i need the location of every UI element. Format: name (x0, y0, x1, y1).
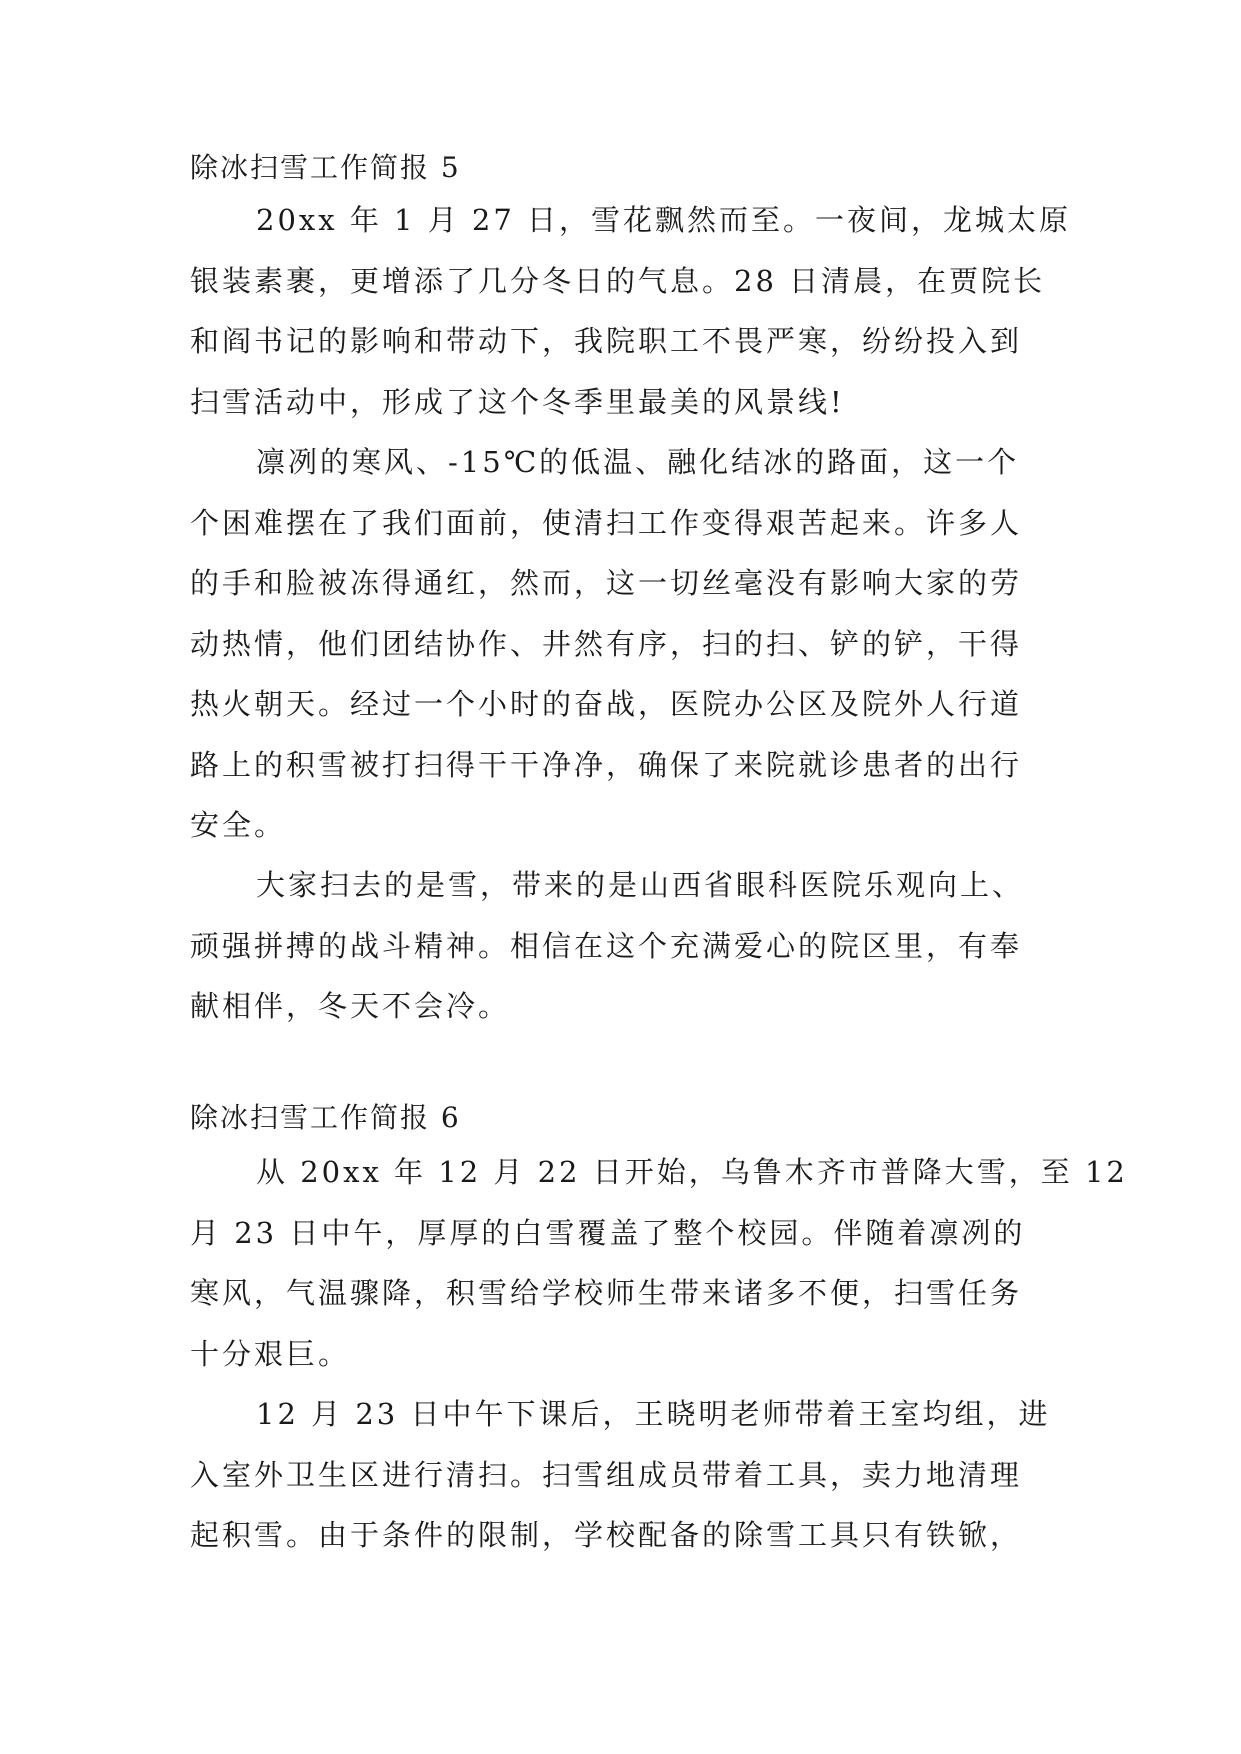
paragraph-line: 起积雪。由于条件的限制，学校配备的除雪工具只有铁锨， (190, 1518, 1023, 1552)
paragraph-line: 月 23 日中午，厚厚的白雪覆盖了整个校园。伴随着凛冽的 (190, 1215, 1026, 1250)
paragraph-line: 动热情，他们团结协作、井然有序，扫的扫、铲的铲，干得 (190, 626, 1023, 661)
paragraph-line: 顽强拼搏的战斗精神。相信在这个充满爱心的院区里，有奉 (190, 928, 1023, 963)
paragraph-6-1 (190, 1142, 1128, 1384)
paragraph-line: 热火朝天。经过一个小时的奋战，医院办公区及院外人行道 (190, 687, 1023, 721)
paragraph-line: 安全。 (190, 808, 287, 842)
paragraph-line: 20xx 年 1 月 27 日，雪花飘然而至。一夜间，龙城太原 (256, 203, 1072, 237)
paragraph-6-2 (190, 1384, 1070, 1566)
paragraph-line: 凛冽的寒风、-15℃的低温、融化结冰的路面，这一个 (256, 445, 1020, 479)
paragraph-line: 十分艰巨。 (190, 1336, 351, 1371)
paragraph-line: 的手和脸被冻得通红，然而，这一切丝毫没有影响大家的劳 (190, 566, 1023, 600)
paragraph-line: 个困难摆在了我们面前，使清扫工作变得艰苦起来。许多人 (190, 505, 1023, 540)
section-heading-6: 除冰扫雪工作简报 6 (190, 1101, 461, 1134)
paragraph-line: 12 月 23 日中午下课后，王晓明老师带着王室均组，进 (256, 1397, 1051, 1431)
paragraph-line: 和阎书记的影响和带动下，我院职工不畏严寒，纷纷投入到 (190, 324, 1023, 358)
paragraph-line: 路上的积雪被打扫得干干净净，确保了来院就诊患者的出行 (190, 747, 1023, 782)
paragraph-5-3 (190, 855, 1070, 1037)
paragraph-line: 献相伴，冬天不会冷。 (190, 989, 511, 1023)
paragraph-line: 银装素裹，更增添了几分冬日的气息。28 日清晨，在贾院长 (190, 263, 1046, 298)
paragraph-line: 扫雪活动中，形成了这个冬季里最美的风景线! (190, 384, 845, 419)
paragraph-line: 从 20xx 年 12 月 22 日开始，乌鲁木齐市普降大雪，至 12 (256, 1155, 1128, 1189)
paragraph-5-1 (190, 190, 1070, 432)
paragraph-line: 寒风，气温骤降，积雪给学校师生带来诸多不便，扫雪任务 (190, 1276, 1023, 1310)
paragraph-line: 入室外卫生区进行清扫。扫雪组成员带着工具，卖力地清理 (190, 1457, 1023, 1492)
section-heading-5: 除冰扫雪工作简报 5 (190, 151, 461, 184)
paragraph-line: 大家扫去的是雪，带来的是山西省眼科医院乐观向上、 (256, 868, 1025, 902)
paragraph-5-2 (190, 432, 1070, 856)
